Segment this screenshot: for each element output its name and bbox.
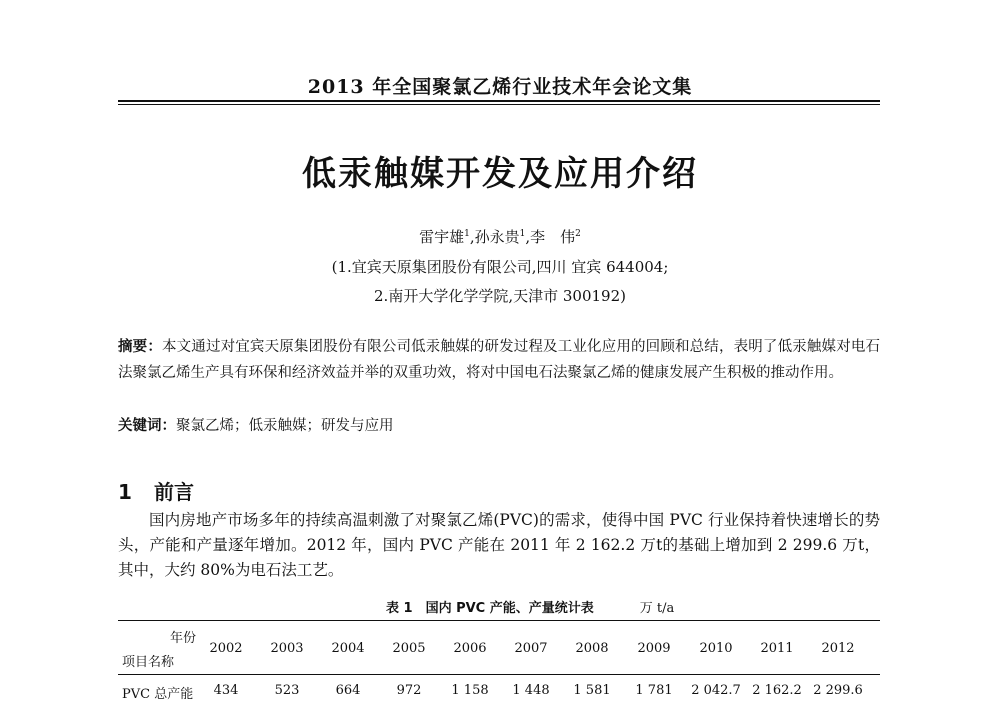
table-cell: 1 581	[573, 683, 611, 698]
body-paragraph: 国内房地产市场多年的持续高温刺激了对聚氯乙烯(PVC)的需求，使得中国 PVC 行业保持着快速增长的势头，产能和产量逐年增加。2012 年，国内 PVC 产能在 2011 年 2 162.2 万t的基础上增加到 2 299.6 万t，其中，大约 80%为电石法工艺。	[118, 511, 880, 579]
table-year-header: 2010	[699, 641, 733, 656]
affiliation-line: 2.南开大学化学学院,天津市 300192)	[374, 287, 626, 305]
table-year-header: 2003	[270, 641, 304, 656]
table-year-header: 2008	[575, 641, 609, 656]
table-caption	[386, 597, 674, 616]
table-year-header: 2009	[637, 641, 671, 656]
table-cell: 1 448	[512, 683, 550, 698]
section-title: 前言	[154, 480, 194, 504]
header-rule	[118, 100, 880, 102]
table-top-rule	[118, 620, 880, 621]
table-unit: 万 t/a	[639, 601, 675, 616]
paper-title: 低汞触媒开发及应用介绍	[302, 154, 698, 194]
table-cell: 434	[213, 683, 239, 698]
table-cell: 2 162.2	[752, 683, 802, 698]
author-list: 雷宇雄$^1$,孙永贵$^1$,李 伟$^2$	[419, 228, 581, 246]
author-name: 孙永贵	[474, 228, 520, 246]
author-affiliation-marker: 2	[575, 229, 581, 239]
section-heading	[118, 476, 194, 505]
keywords	[118, 414, 880, 435]
keywords-text: 聚氯乙烯；低汞触媒；研发与应用	[176, 418, 394, 434]
table-year-header: 2002	[209, 641, 243, 656]
abstract-text: 本文通过对宜宾天原集团股份有限公司低汞触媒的研发过程及工业化应用的回顾和总结，表明了低汞触媒对电石法聚氯乙烯生产具有环保和经济效益并举的双重功效，将对中国电石法聚氯乙烯的健康发展产生积极的推动作用。	[118, 339, 881, 381]
table-cell: 523	[274, 683, 300, 698]
table-year-header: 2007	[514, 641, 548, 656]
abstract	[118, 334, 880, 386]
table-caption-text: 表 1 国内 PVC 产能、产量统计表	[386, 601, 594, 616]
table-cell: 1 781	[635, 683, 673, 698]
author-name: 雷宇雄	[419, 228, 465, 246]
table-year-header: 2006	[453, 641, 487, 656]
table-cell: 2 299.6	[813, 683, 863, 698]
header-rule-thin	[118, 104, 880, 105]
table-cell: 2 042.7	[691, 683, 741, 698]
table-year-header: 2012	[821, 641, 855, 656]
author-name: 李 伟	[530, 228, 576, 246]
author-affiliation-marker: 1	[519, 229, 526, 239]
running-header: 2013 年全国聚氯乙烯行业技术年会论文集	[307, 76, 693, 98]
table-stub-header-year: 年份	[170, 631, 197, 646]
keywords-label: 关键词：	[118, 418, 176, 434]
table-year-header: 2005	[392, 641, 426, 656]
table-header-rule	[118, 674, 880, 675]
table-cell: 664	[335, 683, 361, 698]
table-cell: 972	[396, 683, 422, 698]
table-year-header: 2004	[331, 641, 365, 656]
affiliation-line: (1.宜宾天原集团股份有限公司,四川 宜宾 644004;	[331, 258, 669, 276]
table-cell: 1 158	[451, 683, 489, 698]
table-row-label: PVC 总产能	[122, 687, 194, 702]
abstract-label: 摘要：	[118, 339, 162, 355]
table-year-header: 2011	[760, 641, 794, 656]
section-number: 1	[118, 480, 132, 504]
author-affiliation-marker: 1	[464, 229, 470, 239]
table-stub-header-item: 项目名称	[122, 655, 175, 670]
